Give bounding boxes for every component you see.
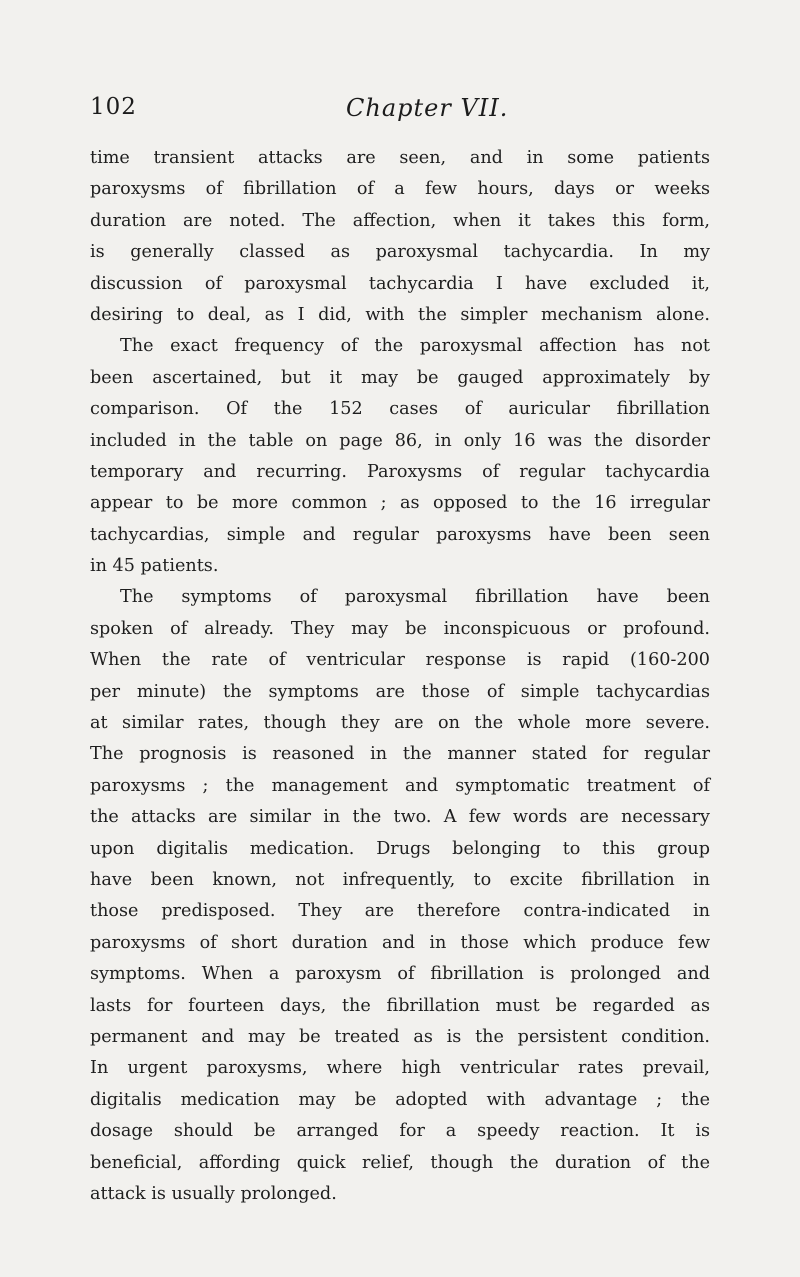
chapter-title: Chapter VII. — [346, 94, 509, 122]
text-line: discussion of paroxysmal tachycardia I have excluded it, — [90, 273, 710, 294]
text-line: spoken of already. They may be inconspicuous or profound. — [90, 618, 710, 639]
text-line: time transient attacks are seen, and in some patients — [90, 148, 710, 168]
text-line: upon digitalis medication. Drugs belonging to this group — [90, 838, 710, 859]
text-line: symptoms. When a paroxysm of fibrillation is prolonged and — [90, 964, 710, 985]
paragraph — [90, 582, 710, 1210]
page-number: 102 — [90, 94, 137, 120]
text-line: those predisposed. They are therefore contra-indicated in — [90, 901, 710, 922]
text-line: In urgent paroxysms, where high ventricular rates prevail, — [90, 1058, 710, 1079]
text-line: beneficial, affording quick relief, though the duration of the — [90, 1152, 710, 1173]
text-line: desiring to deal, as I did, with the simpler mechanism alone. — [90, 304, 710, 325]
text-line: duration are noted. The affection, when it takes this form, — [90, 210, 710, 231]
text-line: attack is usually prolonged. — [90, 1183, 337, 1204]
text-line: paroxysms of fibrillation of a few hours, days or weeks — [90, 179, 710, 200]
text-line: appear to be more common ; as opposed to the 16 irregular — [90, 493, 710, 514]
text-line: at similar rates, though they are on the whole more severe. — [90, 713, 710, 734]
text-line: permanent and may be treated as is the persistent condition. — [90, 1026, 710, 1047]
text-line: digitalis medication may be adopted with advantage ; the — [90, 1089, 710, 1110]
text-line: the attacks are similar in the two. A few words are necessary — [90, 807, 710, 828]
text-line: been ascertained, but it may be gauged approximately by — [90, 367, 710, 388]
text-line: is generally classed as paroxysmal tachycardia. In my — [90, 242, 710, 263]
text-line: included in the table on page 86, in only 16 was the disorder — [90, 430, 710, 451]
text-line: have been known, not infrequently, to excite fibrillation in — [90, 869, 710, 890]
paragraph — [90, 331, 710, 582]
text-line: The symptoms of paroxysmal fibrillation have been — [120, 587, 710, 608]
text-line: paroxysms ; the management and symptomatic treatment of — [90, 775, 710, 796]
text-line: lasts for fourteen days, the fibrillation must be regarded as — [90, 995, 710, 1016]
paragraph — [90, 143, 710, 331]
text-line: When the rate of ventricular response is rapid (160-200 — [90, 650, 710, 671]
running-head — [90, 94, 710, 134]
text-line: tachycardias, simple and regular paroxysms have been seen — [90, 524, 710, 545]
text-line: in 45 patients. — [90, 556, 219, 577]
text-line: per minute) the symptoms are those of simple tachycardias — [90, 681, 710, 702]
text-line: dosage should be arranged for a speedy reaction. It is — [90, 1121, 710, 1142]
text-line: comparison. Of the 152 cases of auricular fibrillation — [90, 399, 710, 420]
body-text — [90, 143, 710, 1210]
text-line: paroxysms of short duration and in those which produce few — [90, 932, 710, 953]
text-line: temporary and recurring. Paroxysms of regular tachycardia — [90, 461, 710, 482]
text-line: The prognosis is reasoned in the manner stated for regular — [90, 744, 710, 765]
text-line: The exact frequency of the paroxysmal affection has not — [120, 336, 710, 357]
